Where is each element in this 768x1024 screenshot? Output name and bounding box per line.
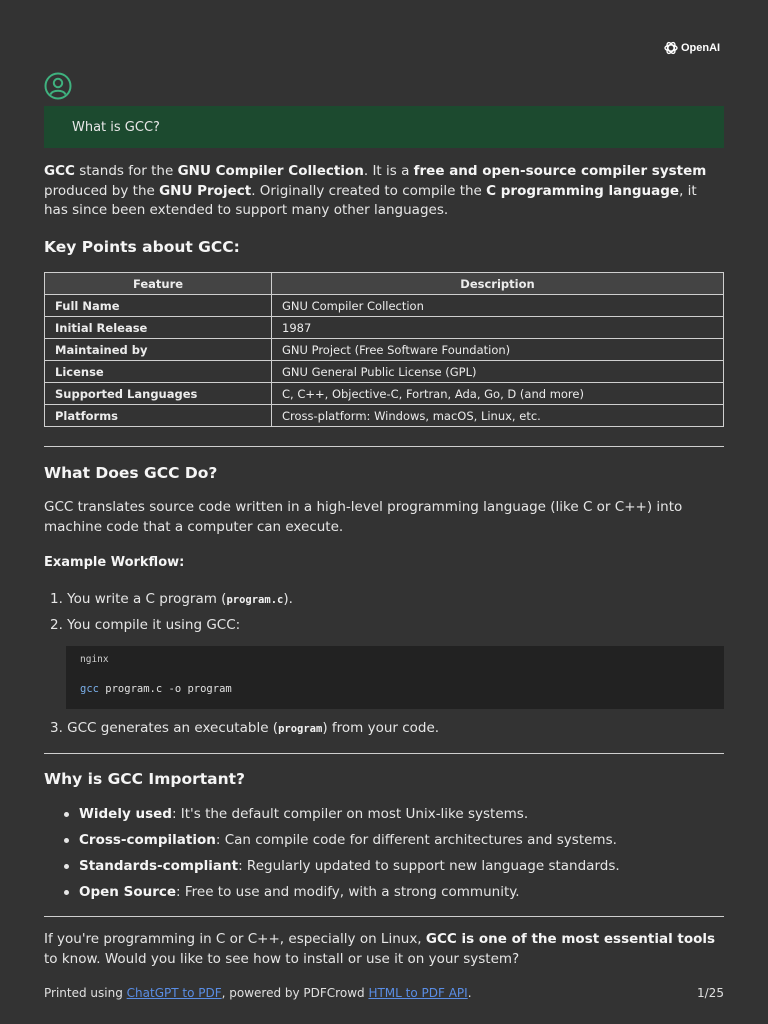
table-row bbox=[45, 339, 724, 361]
description-cell: GNU General Public License (GPL) bbox=[272, 361, 724, 383]
feature-cell: Platforms bbox=[45, 405, 272, 427]
column-header: Feature bbox=[45, 273, 272, 295]
what-does-heading: What Does GCC Do? bbox=[44, 464, 218, 482]
step-number: 1. bbox=[50, 591, 68, 607]
feature-cell: Initial Release bbox=[45, 317, 272, 339]
inline-code: program bbox=[278, 723, 323, 735]
chatgpt-to-pdf-link[interactable]: ChatGPT to PDF bbox=[126, 986, 222, 1000]
inline-code: program.c bbox=[226, 594, 284, 606]
table-row bbox=[45, 295, 724, 317]
list-item: Open Source: Free to use and modify, with a strong community. bbox=[79, 884, 520, 900]
code-line: gcc program.c -o program bbox=[80, 683, 232, 695]
step-number: 3. bbox=[50, 720, 68, 736]
openai-icon bbox=[663, 40, 679, 56]
table-row bbox=[45, 361, 724, 383]
logo-text: OpenAI bbox=[681, 42, 721, 54]
workflow-step-3: 3. GCC generates an executable (program) from your code. bbox=[50, 720, 440, 736]
description-cell: Cross-platform: Windows, macOS, Linux, etc. bbox=[272, 405, 724, 427]
table-row bbox=[45, 405, 724, 427]
code-language-label: nginx bbox=[80, 654, 109, 665]
description-cell: 1987 bbox=[272, 317, 724, 339]
description-cell: C, C++, Objective-C, Fortran, Ada, Go, D (and more) bbox=[272, 383, 724, 405]
table-header-row bbox=[45, 273, 724, 295]
column-header: Description bbox=[272, 273, 724, 295]
bullet-icon bbox=[64, 838, 69, 843]
divider bbox=[44, 446, 724, 447]
table-row bbox=[45, 383, 724, 405]
workflow-step-1: 1. You write a C program (program.c). bbox=[50, 591, 293, 607]
code-block[interactable] bbox=[66, 646, 724, 709]
bullet-icon bbox=[64, 864, 69, 869]
divider bbox=[44, 916, 724, 917]
feature-cell: Supported Languages bbox=[45, 383, 272, 405]
openai-logo bbox=[663, 40, 720, 56]
why-heading: Why is GCC Important? bbox=[44, 770, 246, 788]
intro-paragraph: GCC stands for the GNU Compiler Collection. It is a free and open-source compiler system produced by the GNU Project. Originally created to compile the C programming language, it has since been extended to support many other languages. bbox=[44, 163, 707, 219]
closing-paragraph: If you're programming in C or C++, especially on Linux, GCC is one of the most essential tools to know. Would you like to see how to install or use it on your system? bbox=[44, 931, 716, 967]
page-number: 1/25 bbox=[697, 986, 724, 1000]
footer: Printed using ChatGPT to PDF, powered by PDFCrowd HTML to PDF API. bbox=[44, 986, 472, 1000]
list-item: Cross-compilation: Can compile code for different architectures and systems. bbox=[79, 832, 617, 848]
divider bbox=[44, 753, 724, 754]
feature-table bbox=[44, 272, 724, 427]
feature-cell: License bbox=[45, 361, 272, 383]
step-number: 2. bbox=[50, 617, 68, 633]
what-does-paragraph: GCC translates source code written in a high-level programming language (like C or C++) into machine code that a computer can execute. bbox=[44, 499, 683, 535]
user-avatar-icon bbox=[44, 72, 72, 104]
description-cell: GNU Project (Free Software Foundation) bbox=[272, 339, 724, 361]
workflow-step-2: 2. You compile it using GCC: bbox=[50, 617, 241, 633]
html-to-pdf-api-link[interactable]: HTML to PDF API bbox=[368, 986, 468, 1000]
table-row bbox=[45, 317, 724, 339]
workflow-heading: Example Workflow: bbox=[44, 555, 185, 570]
key-points-heading: Key Points about GCC: bbox=[44, 238, 240, 256]
feature-cell: Full Name bbox=[45, 295, 272, 317]
bullet-icon bbox=[64, 890, 69, 895]
description-cell: GNU Compiler Collection bbox=[272, 295, 724, 317]
list-item: Widely used: It's the default compiler on most Unix-like systems. bbox=[79, 806, 529, 822]
bullet-icon bbox=[64, 812, 69, 817]
feature-cell: Maintained by bbox=[45, 339, 272, 361]
list-item: Standards-compliant: Regularly updated to support new language standards. bbox=[79, 858, 620, 874]
user-question: What is GCC? bbox=[44, 106, 724, 148]
